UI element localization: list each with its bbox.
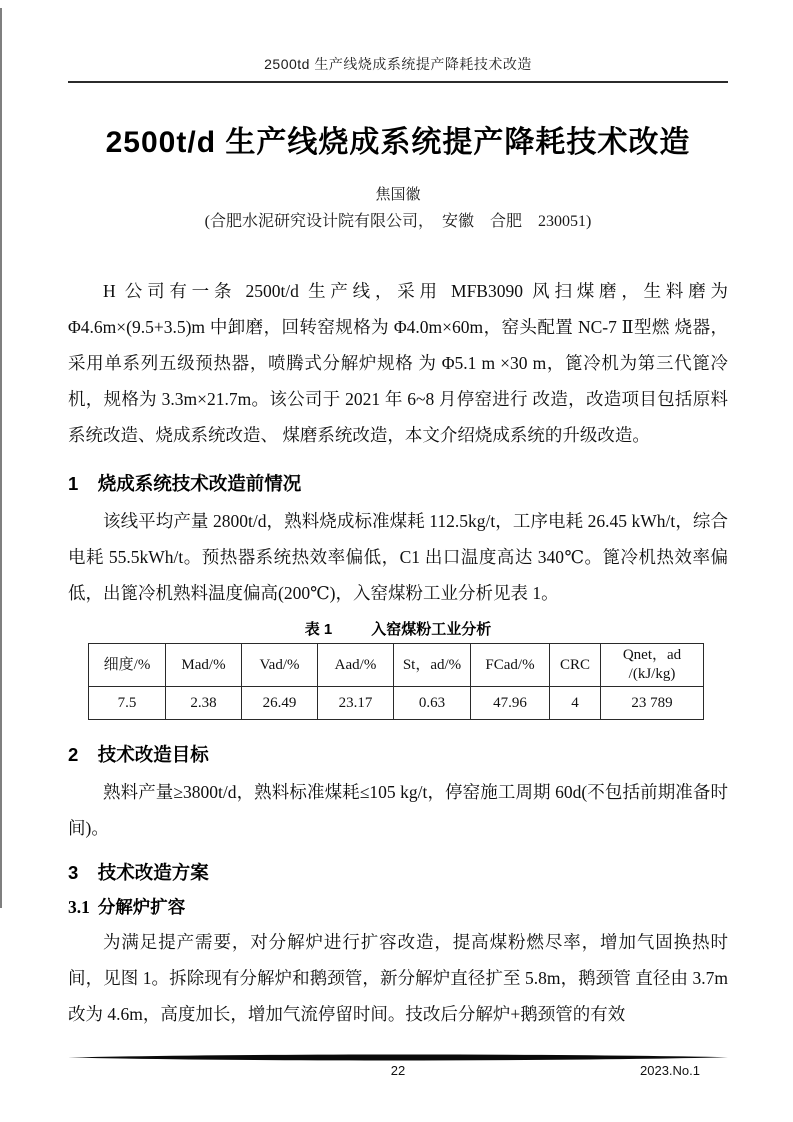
table-header-cell: Aad/% — [318, 644, 394, 687]
intro-paragraph: H 公司有一条 2500t/d 生产线，采用 MFB3090 风扫煤磨，生料磨为 Φ4.6m×(9.5+3.5)m 中卸磨，回转窑规格为 Φ4.0m×60m，窑头配置 NC-7 Ⅱ型燃 烧器，采用单系列五级预热器，喷腾式分解炉规格 为 Φ5.1 m ×30 m，篦冷机为第三代篦冷机，规格为 3.3m×21.7m。该公司于 2021 年 6~8 月停窑进行 改造，改造项目包括原料系统改造、烧成系统改造、 煤磨系统改造，本文介绍烧成系统的升级改造。 — [68, 281, 728, 445]
author-name: 焦国徽 — [375, 187, 421, 203]
table-header-cell: Vad/% — [242, 644, 318, 687]
table-cell: 4 — [550, 687, 601, 720]
table-header-cell: CRC — [550, 644, 601, 687]
footer-rule — [68, 1053, 728, 1062]
table-header-cell: 细度/% — [89, 644, 166, 687]
section-1-heading — [68, 469, 728, 499]
running-header-title: 2500td 生产线烧成系统提产降耗技术改造 — [264, 56, 532, 72]
section-1-paragraph: 该线平均产量 2800t/d，熟料烧成标准煤耗 112.5kg/t，工序电耗 26.45 kWh/t，综合电耗 55.5kWh/t。预热器系统热效率偏低，C1 出口温度高达 340℃。篦冷机热效率偏低，出篦冷机熟料温度偏高(200℃)，入窑煤粉工业分析见表 1。 — [68, 511, 728, 603]
table-header-cell-qnet — [601, 644, 704, 687]
page-number: 22 — [390, 1063, 406, 1078]
table-cell: 2.38 — [166, 687, 242, 720]
section-3-1-heading — [68, 894, 728, 920]
section-2-number: 2 — [68, 744, 79, 765]
table-cell: 7.5 — [89, 687, 166, 720]
section-3-1-paragraph: 为满足提产需要，对分解炉进行扩容改造，提高煤粉燃尽率，增加气固换热时间，见图 1。拆除现有分解炉和鹅颈管，新分解炉直径扩至 5.8m，鹅颈管 直径由 3.7m 改为 4.6m，高度加长，增加气流停留时间。技改后分解炉+鹅颈管的有效 — [68, 932, 728, 1024]
section-1-number: 1 — [68, 473, 79, 494]
section-1-title: 烧成系统技术改造前情况 — [97, 473, 302, 494]
table-header-cell: FCad/% — [471, 644, 550, 687]
table-cell: 0.63 — [394, 687, 471, 720]
section-2-heading — [68, 740, 728, 770]
table-1-caption-title: 入窑煤粉工业分析 — [371, 621, 492, 638]
table-cell: 47.96 — [471, 687, 550, 720]
section-3-1-title: 分解炉扩容 — [97, 897, 186, 917]
page-title: 2500t/d 生产线烧成系统提产降耗技术改造 — [105, 126, 691, 159]
author-affiliation: (合肥水泥研究设计院有限公司， 安徽 合肥 230051) — [204, 213, 592, 230]
section-3-title: 技术改造方案 — [97, 862, 209, 883]
page-content — [68, 0, 728, 1032]
page-footer — [68, 1053, 728, 1080]
section-3-heading — [68, 858, 728, 888]
table-1-caption-label: 表 1 — [304, 621, 333, 638]
table-data-row — [89, 687, 704, 720]
footer-row — [68, 1062, 728, 1080]
table-cell: 23 789 — [601, 687, 704, 720]
section-3-number: 3 — [68, 862, 79, 883]
scan-edge-artifact — [0, 8, 2, 908]
table-header-cell: St，ad/% — [394, 644, 471, 687]
table-cell: 23.17 — [318, 687, 394, 720]
table-header-row — [89, 644, 704, 687]
qnet-header-line2: /(kJ/kg) — [628, 666, 676, 682]
coal-analysis-table — [88, 643, 704, 720]
table-header-cell: Mad/% — [166, 644, 242, 687]
qnet-header-line1: Qnet，ad — [622, 647, 682, 663]
running-header — [68, 0, 728, 83]
issue-label: 2023.No.1 — [640, 1063, 700, 1078]
section-2-paragraph: 熟料产量≥3800t/d，熟料标准煤耗≤105 kg/t，停窑施工周期 60d(不包括前期准备时间)。 — [68, 782, 728, 838]
table-1-caption — [68, 619, 728, 641]
section-2-title: 技术改造目标 — [97, 744, 209, 765]
section-3-1-number: 3.1 — [68, 897, 90, 917]
table-cell: 26.49 — [242, 687, 318, 720]
